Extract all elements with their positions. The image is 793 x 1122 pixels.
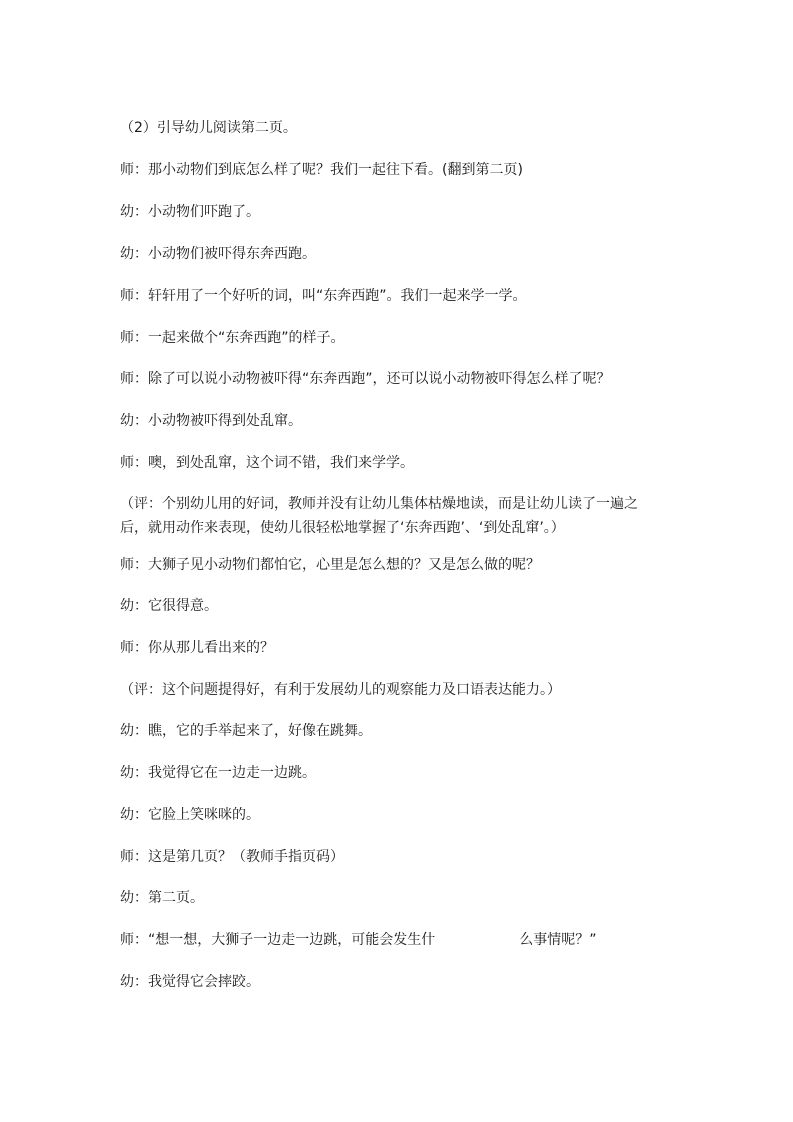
dialogue-line-split bbox=[120, 928, 680, 952]
dialogue-line: 师：那小动物们到底怎么样了呢？我们一起往下看。(翻到第二页) bbox=[120, 162, 523, 178]
dialogue-line: 师：除了可以说小动物被吓得“东奔西跑”，还可以说小动物被吓得怎么样了呢？ bbox=[120, 371, 611, 387]
dialogue-line: 幼：它很得意。 bbox=[120, 598, 218, 614]
dialogue-line: 师：轩轩用了一个好听的词，叫“东奔西跑”。我们一起来学一学。 bbox=[120, 288, 527, 304]
dialogue-line: 幼：小动物们吓跑了。 bbox=[120, 204, 260, 220]
dialogue-line: 幼：小动物被吓得到处乱窜。 bbox=[120, 413, 302, 429]
dialogue-line: 师：这是第几页？（教师手指页码） bbox=[120, 849, 344, 865]
dialogue-line: 幼：第二页。 bbox=[120, 890, 204, 906]
dialogue-line: 师：你从那儿看出来的？ bbox=[120, 640, 274, 656]
dialogue-line: 幼：小动物们被吓得东奔西跑。 bbox=[120, 246, 316, 262]
split-line-part2: 么事情呢？” bbox=[519, 932, 597, 948]
dialogue-line: 幼：我觉得它在一边走一边跳。 bbox=[120, 765, 316, 781]
dialogue-line: 师：大狮子见小动物们都怕它，心里是怎么想的？又是怎么做的呢？ bbox=[120, 557, 540, 573]
split-line-part1: 师：“想一想，大狮子一边走一边跳，可能会发生什 bbox=[120, 932, 436, 948]
dialogue-line: 师：噢，到处乱窜，这个词不错，我们来学学。 bbox=[120, 455, 414, 471]
dialogue-line: 幼：它脸上笑咪咪的。 bbox=[120, 807, 260, 823]
dialogue-line: 幼：我觉得它会摔跤。 bbox=[120, 974, 260, 990]
commentary-note: （评：个别幼儿用的好词，教师并没有让幼儿集体枯燥地读，而是让幼儿读了一遍之后，就用动作来表现，使幼儿很轻松地掌握了‘东奔西跑’、‘到处乱窜’。） bbox=[120, 496, 638, 536]
commentary-note: （评：这个问题提得好，有利于发展幼儿的观察能力及口语表达能力。） bbox=[120, 682, 561, 698]
section-heading: （2）引导幼儿阅读第二页。 bbox=[120, 120, 297, 136]
dialogue-line: 师：一起来做个“东奔西跑”的样子。 bbox=[120, 330, 345, 346]
dialogue-line: 幼：瞧，它的手举起来了，好像在跳舞。 bbox=[120, 723, 372, 739]
